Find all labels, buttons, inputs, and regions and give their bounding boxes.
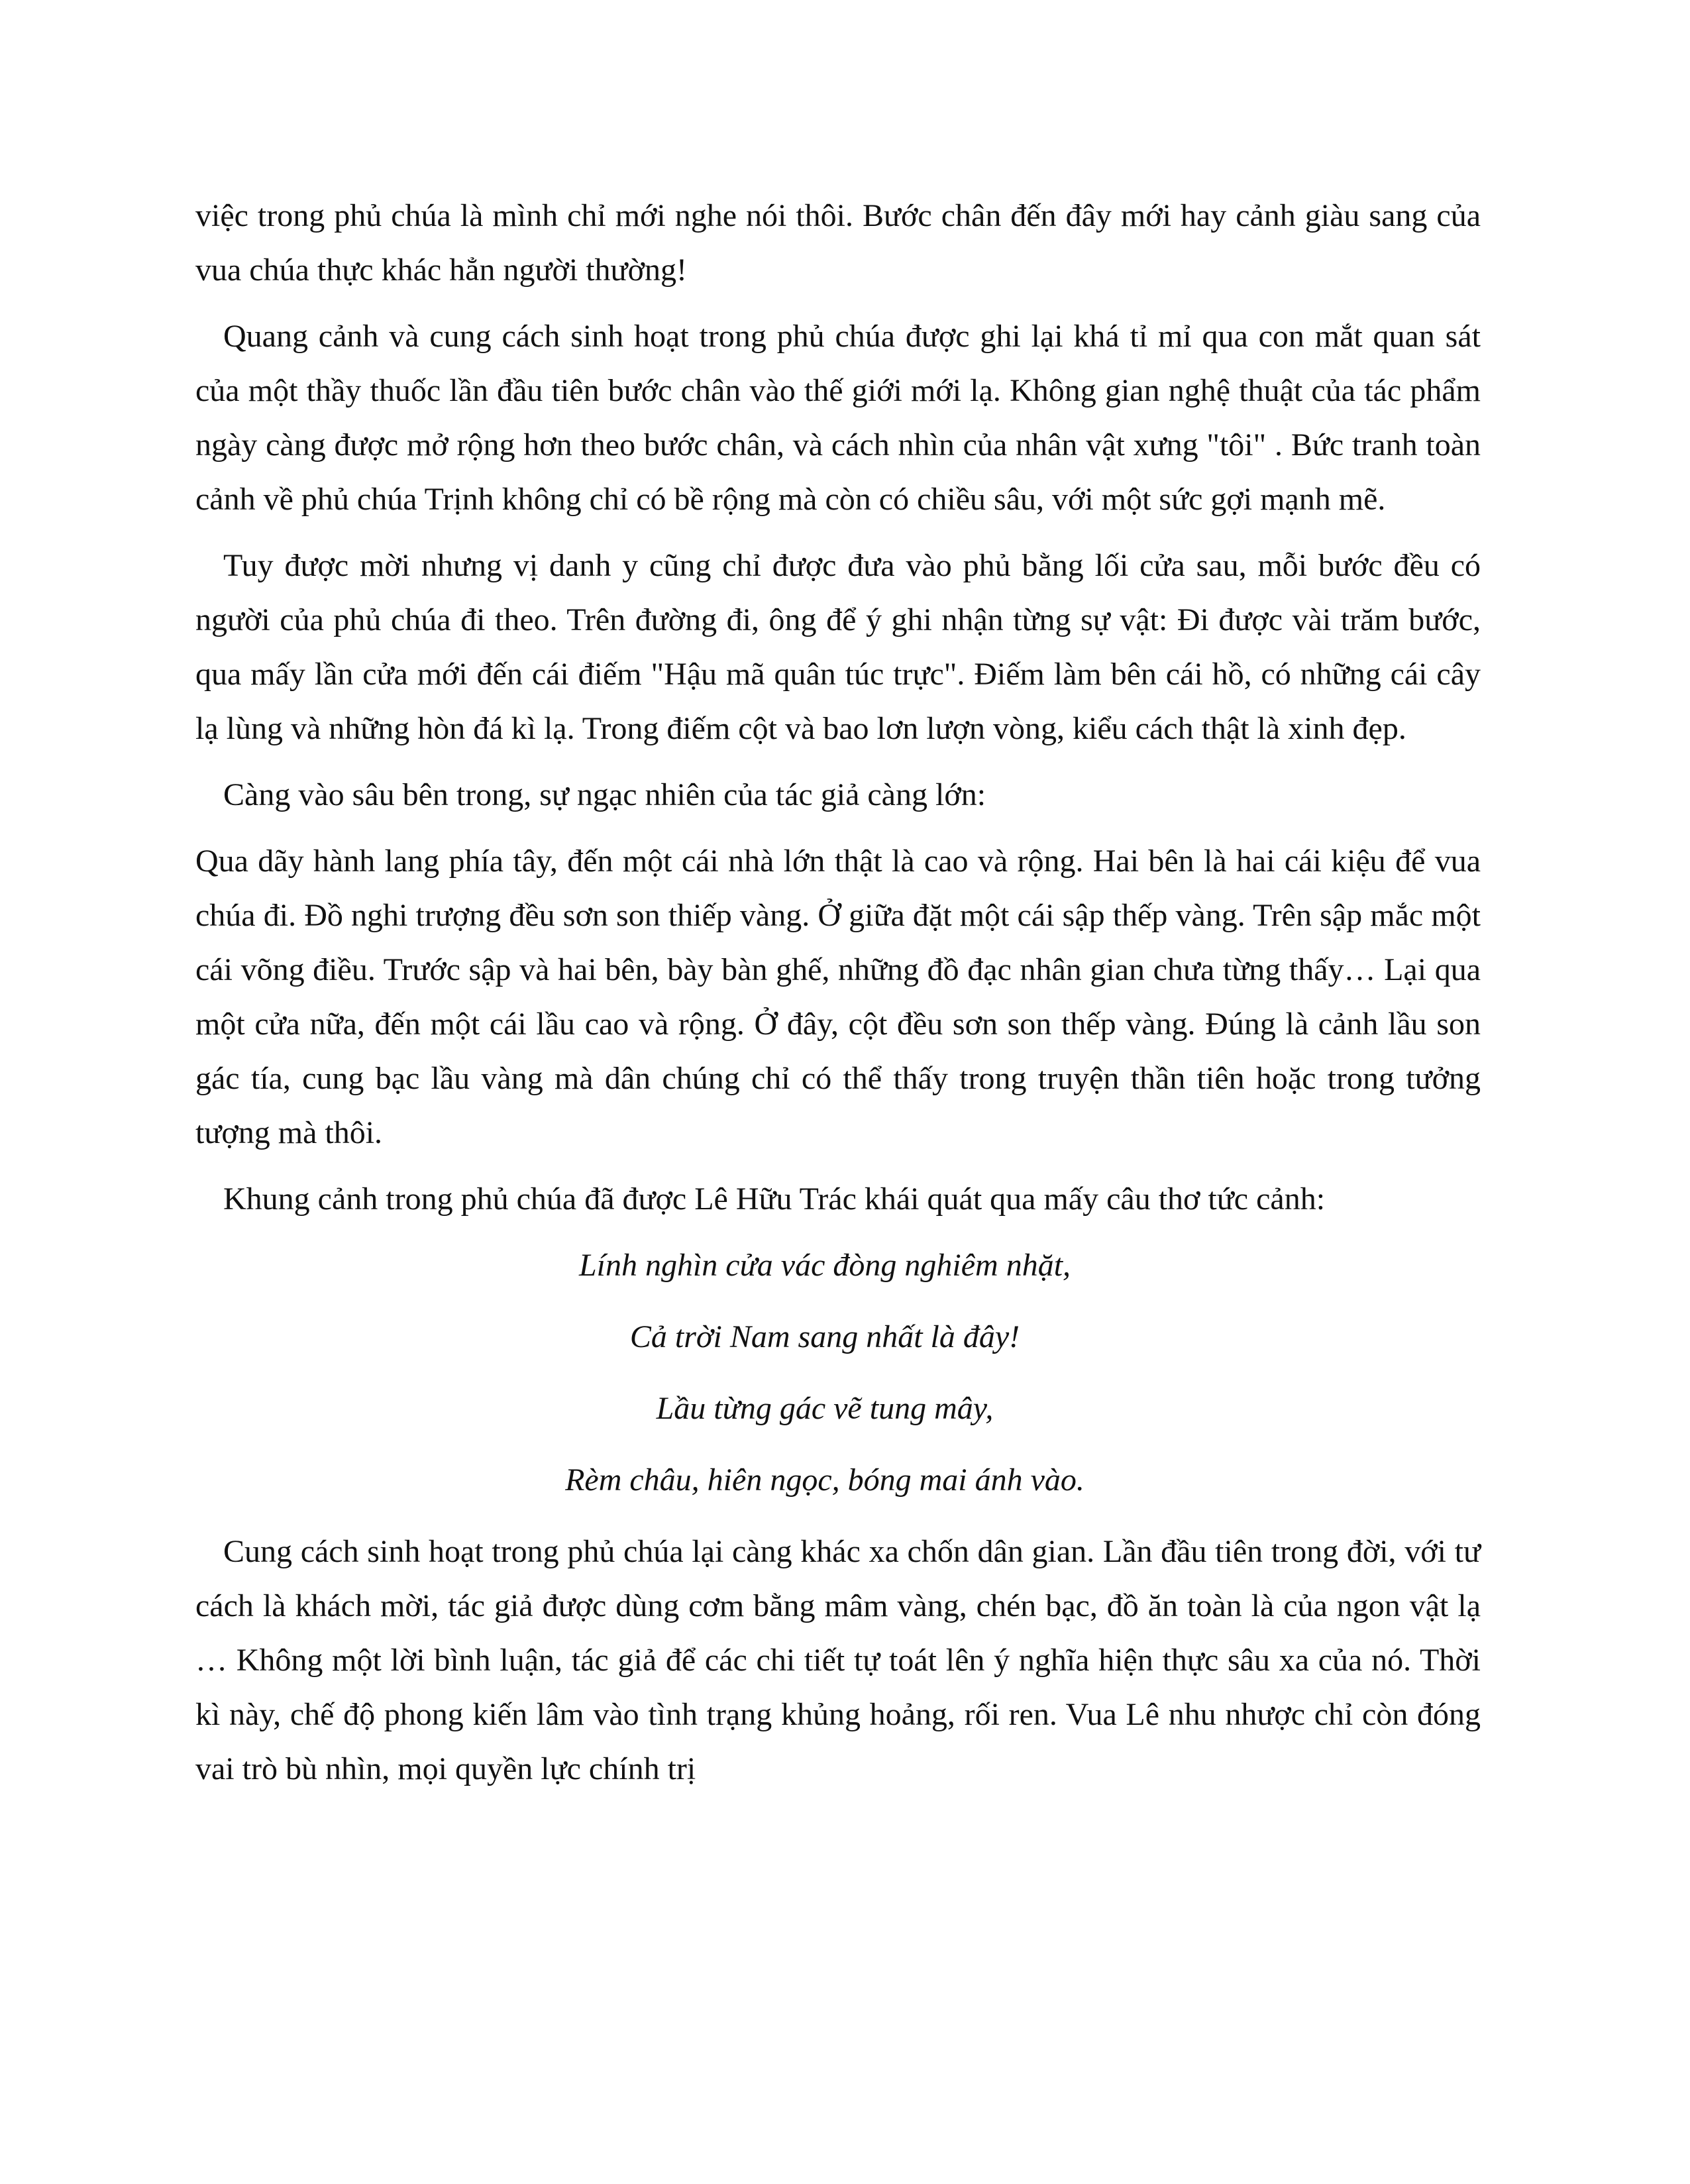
paragraph-continuation: việc trong phủ chúa là mình chỉ mới nghe nói thôi. Bước chân đến đây mới hay cảnh giàu sang của vua chúa thực khác hẳn người thường!	[195, 198, 1481, 288]
poem-line: Rèm châu, hiên ngọc, bóng mai ánh vào.	[565, 1462, 1084, 1498]
poem-line: Lính nghìn cửa vác đòng nghiêm nhặt,	[578, 1248, 1071, 1283]
paragraph-qua-day-hanh-lang: Qua dãy hành lang phía tây, đến một cái nhà lớn thật là cao và rộng. Hai bên là hai cái kiệu để vua chúa đi. Đồ nghi trượng đều sơn son thiếp vàng. Ở giữa đặt một cái sập thếp vàng. Trên sập mắc một cái võng điều. Trước sập và hai bên, bày bàn ghế, những đồ đạc nhân gian chưa từng thấy… Lại qua một cửa nữa, đến một cái lầu cao và rộng. Ở đây, cột đều sơn son thếp vàng. Đúng là cảnh lầu son gác tía, cung bạc lầu vàng mà dân chúng chỉ có thể thấy trong truyện thần tiên hoặc trong tưởng tượng mà thôi.	[195, 844, 1481, 1150]
poem-line: Cả trời Nam sang nhất là đây!	[629, 1319, 1020, 1354]
paragraph-quang-canh: Quang cảnh và cung cách sinh hoạt trong phủ chúa được ghi lại khá tỉ mỉ qua con mắt quan sát của một thầy thuốc lần đầu tiên bước chân vào thế giới mới lạ. Không gian nghệ thuật của tác phẩm ngày càng được mở rộng hơn theo bước chân, và cách nhìn của nhân vật xưng "tôi" . Bức tranh toàn cảnh về phủ chúa Trịnh không chỉ có bề rộng mà còn có chiều sâu, với một sức gợi mạnh mẽ.	[195, 319, 1481, 517]
paragraph-cung-cach-sinh-hoat: Cung cách sinh hoạt trong phủ chúa lại càng khác xa chốn dân gian. Lần đầu tiên trong đời, với tư cách là khách mời, tác giả được dùng cơm bằng mâm vàng, chén bạc, đồ ăn toàn là của ngon vật lạ … Không một lời bình luận, tác giả để các chi tiết tự toát lên ý nghĩa hiện thực sâu xa của nó. Thời kì này, chế độ phong kiến lâm vào tình trạng khủng hoảng, rối ren. Vua Lê nhu nhược chỉ còn đóng vai trò bù nhìn, mọi quyền lực chính trị	[195, 1534, 1481, 1786]
paragraph-khung-canh: Khung cảnh trong phủ chúa đã được Lê Hữu Trác khái quát qua mấy câu thơ tức cảnh:	[223, 1181, 1326, 1217]
document-body	[195, 189, 1481, 1808]
poem-block	[195, 1238, 1481, 1507]
poem-line: Lầu từng gác vẽ tung mây,	[656, 1391, 994, 1426]
paragraph-cang-vao-sau: Càng vào sâu bên trong, sự ngạc nhiên của tác giả càng lớn:	[223, 777, 986, 812]
paragraph-tuy-duoc-moi: Tuy được mời nhưng vị danh y cũng chỉ được đưa vào phủ bằng lối cửa sau, mỗi bước đều có người của phủ chúa đi theo. Trên đường đi, ông để ý ghi nhận từng sự vật: Đi được vài trăm bước, qua mấy lần cửa mới đến cái điếm "Hậu mã quân túc trực". Điếm làm bên cái hồ, có những cái cây lạ lùng và những hòn đá kì lạ. Trong điếm cột và bao lơn lượn vòng, kiểu cách thật là xinh đẹp.	[195, 548, 1481, 746]
